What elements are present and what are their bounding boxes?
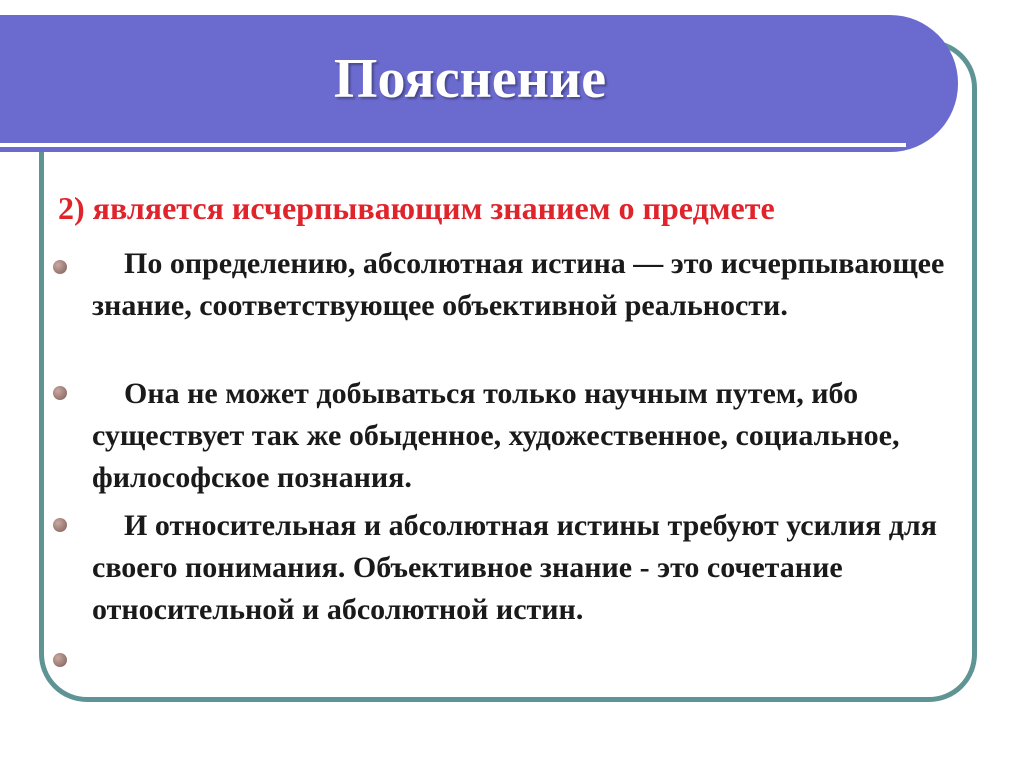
list-item: И относительная и абсолютная истины требуют усилия для своего понимания. Объективное знание - это сочетание относительной и абсолютной истин.: [92, 509, 937, 626]
bullet-dot-icon: [53, 386, 67, 400]
bullet-dot-icon: [53, 260, 67, 274]
title-bar: [0, 15, 958, 152]
slide-subheading: 2) является исчерпывающим знанием о предмете: [58, 190, 775, 226]
bullet-dot-icon: [53, 653, 67, 667]
title-underline: [0, 143, 906, 147]
list-item: По определению, абсолютная истина — это исчерпывающее знание, соответствующее объективной реальности.: [92, 247, 945, 322]
list-item: Она не может добываться только научным путем, ибо существует так же обыденное, художественное, социальное, философское познания.: [92, 377, 900, 494]
bullet-dot-icon: [53, 518, 67, 532]
slide-title: Пояснение: [333, 48, 607, 110]
